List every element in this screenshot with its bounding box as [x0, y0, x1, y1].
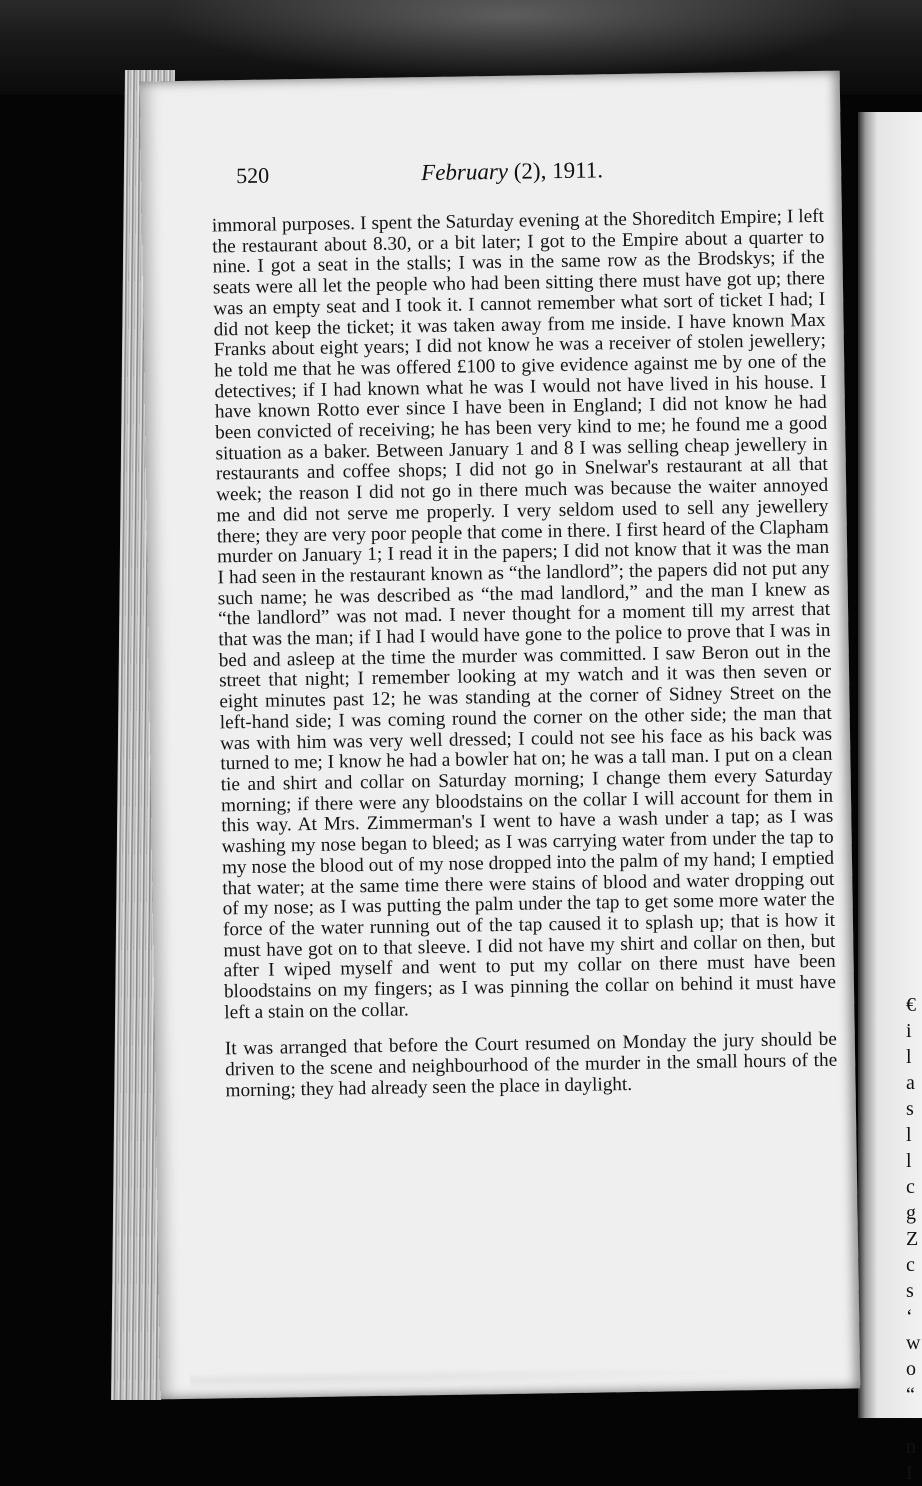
running-head-date: (2), 1911.	[507, 157, 604, 184]
facing-page-letters	[906, 992, 922, 1486]
facing-page-letter: c	[906, 1254, 915, 1276]
facing-page-letter: o	[906, 1358, 916, 1380]
facing-page-letter: l	[906, 1124, 912, 1146]
scan-smudge	[190, 1361, 830, 1391]
running-head	[421, 157, 603, 186]
facing-page-letter: c	[906, 1176, 915, 1198]
facing-page-letter: s	[906, 1098, 914, 1120]
facing-page-letter	[906, 1408, 922, 1434]
facing-page-letter: l	[906, 1150, 912, 1172]
facing-page-letter: l	[906, 1046, 912, 1068]
facing-page-letter: I	[906, 1462, 913, 1484]
running-head-month: February	[420, 158, 509, 186]
facing-page-letter: a	[906, 1072, 915, 1094]
page-body	[212, 207, 838, 1102]
facing-page-edge	[858, 112, 922, 1484]
facing-page-letter: s	[906, 1280, 914, 1302]
book-page	[140, 71, 861, 1400]
facing-page-letter: “	[906, 1384, 915, 1406]
facing-page-letter: €	[906, 994, 916, 1016]
scan-noise	[160, 0, 860, 80]
narrative-paragraph: It was arranged that before the Court resumed on Monday the jury should be driven to the scene and neighbourhood of the murder in the small hours of the morning; they had already seen the place in daylight.	[224, 1029, 838, 1102]
page-header	[236, 155, 756, 197]
facing-page-letter: Z	[906, 1228, 919, 1250]
facing-page-letter: n	[906, 1436, 916, 1458]
page-number: 520	[235, 162, 270, 189]
facing-page-letter: w	[906, 1332, 921, 1354]
testimony-paragraph: immoral purposes. I spent the Saturday evening at the Shoreditch Empire; I left the restaurant about 8.30, or a bit later; I got to the Empire about a quarter to nine. I got a seat in the stalls; I was in the same row as the Brodskys; if the seats were all let the people who had been sitting there must have got up; there was an empty seat and I took it. I cannot remember what sort of ticket I had; I did not keep the ticket; it was taken away from me inside. I have known Max Franks about eight years; I did not know he was a receiver of stolen jewellery; he told me that he was offered £100 to give evidence against me by one of the detectives; if I had known what he was I would not have lived in his house. I have known Rotto ever since I have been in England; I did not know he had been convicted of receiving; he has been very kind to me; he found me a good situation as a baker. Between January 1 and 8 I was selling cheap jewellery in restaurants and coffee shops; I did not go in Snelwar's restaurant at all that week; the reason I did not go in there much was because the waiter annoyed me and did not serve me properly. I very seldom used to sell any jewellery there; they are very poor people that come in there. I first heard of the Clapham murder on January 1; I read it in the papers; I did not know that it was the man I had seen in the restaurant known as “the landlord”; the papers did not put any such name; he was described as “the mad landlord,” and the man I knew as “the landlord” was not mad. I never thought for a moment till my arrest that that was the man; if I had I would have gone to the police to prove that I was in bed and asleep at the time the murder was committed. I saw Beron out in the street that night; I remember looking at my watch and it was then seven or eight minutes past 12; he was standing at the corner of Sidney Street on the left-hand side; I was coming round the corner on the other side; the man that was with him was very well dressed; I could not see his face as his back was turned to me; I know he had a bowler hat on; he was a tall man. I put on a clean tie and shirt and collar on Saturday morning; I change them every Saturday morning; if there were any bloodstains on the collar I will account for them in this way. At Mrs. Zimmerman's I went to have a wash under a tap; as I was washing my nose began to bleed; as I was carrying water from under the tap to my nose the blood out of my nose dropped into the palm of my hand; I emptied that water; at the same time there were stains of blood and water dropping out of my nose; as I was putting the palm under the tap to get some more water the force of the water running out of the tap caused it to splash up; that is how it must have got on to that sleeve. I did not have my shirt and collar on then, but after I wiped myself and went to put my collar on there must have been bloodstains on my fingers; as I was pinning the collar on behind it must have left a stain on the collar.	[211, 205, 837, 1024]
facing-page-letter: ‘	[906, 1306, 913, 1328]
facing-page-letter: g	[906, 1202, 916, 1224]
facing-page-letter: i	[906, 1020, 912, 1042]
